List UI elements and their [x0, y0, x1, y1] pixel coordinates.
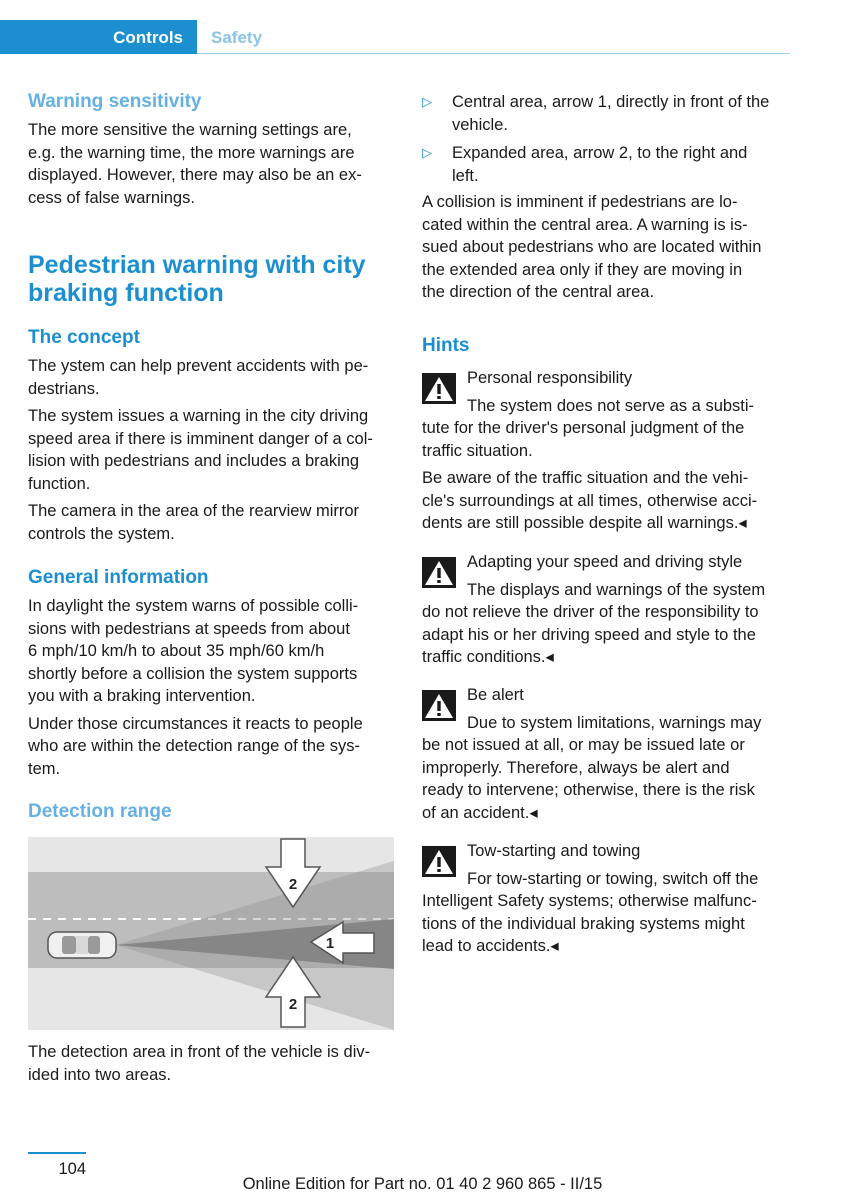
- page-number: 104: [58, 1160, 86, 1178]
- text-line: shortly before a collision the system supports: [28, 664, 358, 683]
- text-line: vehicle.: [452, 115, 508, 134]
- heading-detection-range: Detection range: [28, 801, 172, 822]
- text-line: The system issues a warning in the city driving: [28, 407, 369, 425]
- tab-controls[interactable]: Controls: [0, 20, 197, 54]
- heading-warning-sensitivity: Warning sensitivity: [28, 91, 202, 112]
- triangle-bullet-icon: ▷: [422, 145, 432, 160]
- general-text: [28, 595, 396, 780]
- text-line: traffic conditions.◂: [422, 648, 554, 666]
- text-line: sions with pedestrians at speeds from about: [28, 619, 350, 638]
- car-icon: [48, 932, 116, 958]
- warning-title: Tow-starting and towing: [467, 842, 641, 860]
- text-line: tute for the driver's personal judgment of the: [422, 419, 745, 437]
- text-line: The more sensitive the warning settings are,: [28, 121, 352, 139]
- warning-triangle-icon: [422, 690, 456, 721]
- text-line: the direction of the central area.: [422, 283, 655, 301]
- text-line: sued about pedestrians who are located within: [422, 238, 762, 256]
- collision-text: [422, 191, 788, 304]
- warning-title: Personal responsibility: [467, 369, 633, 387]
- section-title-line: braking function: [28, 279, 224, 307]
- header-tabs: [0, 20, 790, 54]
- bullet-expanded-area: [422, 142, 788, 187]
- text-line: of an accident.◂: [422, 803, 538, 822]
- detection-range-diagram: [28, 837, 394, 1030]
- figure-caption: [28, 1041, 396, 1086]
- text-line: speed area if there is imminent danger of a col-: [28, 429, 373, 448]
- text-line: The detection area in front of the vehicle is div-: [28, 1043, 371, 1061]
- warning-title: Adapting your speed and driving style: [467, 553, 743, 571]
- header-rule: [197, 53, 790, 54]
- text-line: For tow-starting or towing, switch off the: [467, 869, 759, 888]
- arrow-label-center: 1: [325, 935, 335, 952]
- text-line: The displays and warnings of the system: [467, 580, 766, 599]
- text-line: tions of the individual braking systems might: [422, 914, 745, 933]
- bullet-central-area: [422, 91, 788, 136]
- footer-rule: [28, 1152, 86, 1154]
- text-line: traffic situation.: [422, 441, 533, 460]
- warning-tow-starting: [422, 840, 788, 958]
- section-title-line: Pedestrian warning with city: [28, 251, 366, 279]
- arrow-label-bottom: 2: [288, 996, 298, 1013]
- text-line: you with a braking intervention.: [28, 687, 256, 705]
- triangle-bullet-icon: ▷: [422, 94, 432, 109]
- text-line: Under those circumstances it reacts to people: [28, 714, 363, 733]
- text-line: left.: [452, 166, 479, 185]
- text-line: The ystem can help prevent accidents with pe-: [28, 357, 369, 375]
- text-line: cess of false warnings.: [28, 188, 195, 207]
- text-line: be not issued at all, or may be issued late or: [422, 736, 745, 754]
- heading-general-information: General information: [28, 567, 209, 588]
- text-line: cle's surroundings at all times, otherwise acci-: [422, 491, 758, 510]
- text-line: displayed. However, there may also be an ex-: [28, 166, 362, 184]
- text-line: In daylight the system warns of possible colli-: [28, 597, 359, 615]
- text-line: e.g. the warning time, the more warnings are: [28, 143, 355, 162]
- arrow-label-top: 2: [288, 876, 298, 893]
- heading-the-concept: The concept: [28, 327, 140, 348]
- text-line: do not relieve the driver of the responsibility to: [422, 603, 759, 621]
- text-line: lead to accidents.◂: [422, 937, 559, 955]
- text-line: lision with pedestrians and includes a braking: [28, 452, 360, 470]
- warning-triangle-icon: [422, 373, 456, 404]
- text-line: the extended area only if they are moving in: [422, 260, 743, 279]
- text-line: Expanded area, arrow 2, to the right and: [452, 144, 748, 162]
- section-title: [28, 251, 366, 307]
- tab-safety[interactable]: Safety: [211, 28, 263, 47]
- text-line: ided into two areas.: [28, 1065, 172, 1084]
- text-line: tem.: [28, 759, 61, 778]
- text-line: 6 mph/10 km/h to about 35 mph/60 km/h: [28, 642, 325, 660]
- warning-title: Be alert: [467, 686, 524, 704]
- warning-personal-responsibility: [422, 367, 788, 535]
- text-line: The system does not serve as a substi-: [467, 396, 755, 415]
- text-line: controls the system.: [28, 524, 175, 543]
- detection-range-figure: [28, 837, 394, 1030]
- warning-triangle-icon: [422, 846, 456, 877]
- warning-triangle-icon: [422, 557, 456, 588]
- text-line: Central area, arrow 1, directly in front of the: [452, 93, 770, 111]
- edition-text: Online Edition for Part no. 01 40 2 960 865 - II/15: [242, 1175, 603, 1193]
- text-line: Be aware of the traffic situation and the vehi-: [422, 469, 749, 487]
- text-line: The camera in the area of the rearview mirror: [28, 502, 360, 520]
- warning-be-alert: [422, 684, 788, 824]
- text-line: improperly. Therefore, always be alert and: [422, 758, 730, 777]
- warning-adapting-speed: [422, 551, 788, 669]
- warning-sensitivity-text: [28, 119, 396, 209]
- text-line: dents are still possible despite all warnings.◂: [422, 514, 747, 532]
- text-line: adapt his or her driving speed and style to the: [422, 625, 756, 644]
- text-line: cated within the central area. A warning is is-: [422, 215, 748, 234]
- text-line: destrians.: [28, 379, 100, 398]
- text-line: function.: [28, 474, 91, 493]
- concept-text: [28, 355, 396, 545]
- text-line: who are within the detection range of the sys-: [28, 737, 361, 755]
- text-line: Intelligent Safety systems; otherwise malfunc-: [422, 892, 757, 910]
- heading-hints: Hints: [422, 335, 470, 356]
- text-line: Due to system limitations, warnings may: [467, 713, 762, 732]
- text-line: A collision is imminent if pedestrians are lo-: [422, 193, 738, 211]
- text-line: ready to intervene; otherwise, there is the risk: [422, 781, 755, 799]
